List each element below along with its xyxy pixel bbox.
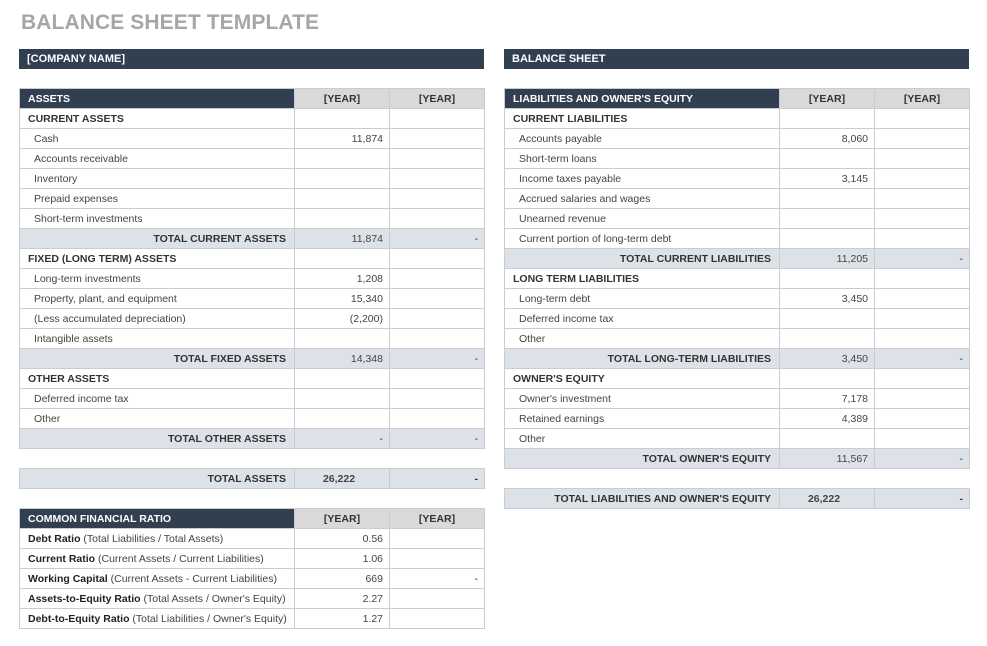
- row-value-year-2[interactable]: [875, 209, 970, 229]
- row-label: Cash: [20, 129, 295, 149]
- row-value-year-2[interactable]: [390, 209, 485, 229]
- ratio-value-year-2: [390, 609, 485, 629]
- table-row: [20, 169, 485, 189]
- ratio-formula: (Total Liabilities / Owner's Equity): [129, 612, 287, 625]
- ratio-name: Debt Ratio: [28, 532, 81, 545]
- total-assets-year-1: 26,222: [295, 469, 390, 489]
- ratio-value-year-2: -: [390, 569, 485, 589]
- ratio-name: Assets-to-Equity Ratio: [28, 592, 141, 605]
- total-owners-equity-year-2: -: [875, 449, 970, 469]
- other-assets-title: OTHER ASSETS: [20, 369, 295, 389]
- row-label: Owner's investment: [505, 389, 780, 409]
- row-value-year-1[interactable]: [780, 329, 875, 349]
- row-value-year-1[interactable]: [295, 409, 390, 429]
- row-label: Deferred income tax: [505, 309, 780, 329]
- table-row: [505, 429, 970, 449]
- row-value-year-2[interactable]: [390, 129, 485, 149]
- row-value-year-2[interactable]: [875, 409, 970, 429]
- row-label: Income taxes payable: [505, 169, 780, 189]
- section-row: [20, 109, 485, 129]
- row-value-year-1[interactable]: (2,200): [295, 309, 390, 329]
- table-row: [20, 209, 485, 229]
- total-current-liabilities-label: TOTAL CURRENT LIABILITIES: [505, 249, 780, 269]
- section-row: [20, 369, 485, 389]
- ratio-value-year-2: [390, 589, 485, 609]
- ratio-formula: (Total Assets / Owner's Equity): [140, 592, 286, 605]
- table-row: [20, 129, 485, 149]
- table-row: [20, 409, 485, 429]
- ratio-year-1-header[interactable]: [YEAR]: [295, 509, 390, 529]
- row-label: Retained earnings: [505, 409, 780, 429]
- liabilities-table: [504, 88, 970, 469]
- total-long-term-liabilities-year-1: 3,450: [780, 349, 875, 369]
- fixed-assets-title: FIXED (LONG TERM) ASSETS: [20, 249, 295, 269]
- table-row: [505, 189, 970, 209]
- row-value-year-2[interactable]: [390, 149, 485, 169]
- ratio-row: [20, 569, 485, 589]
- liabilities-header-row: [505, 89, 970, 109]
- ratio-row: [20, 589, 485, 609]
- total-liabilities-equity-year-2: -: [875, 489, 970, 509]
- row-value-year-1[interactable]: [780, 309, 875, 329]
- row-value-year-1[interactable]: 11,874: [295, 129, 390, 149]
- total-current-assets-label: TOTAL CURRENT ASSETS: [20, 229, 295, 249]
- total-current-assets-year-2: -: [390, 229, 485, 249]
- section-row: [505, 109, 970, 129]
- assets-header-row: [20, 89, 485, 109]
- ratio-label: [20, 569, 295, 589]
- total-other-assets-year-2: -: [390, 429, 485, 449]
- table-row: [20, 309, 485, 329]
- total-owners-equity-year-1: 11,567: [780, 449, 875, 469]
- row-value-year-2[interactable]: [390, 169, 485, 189]
- row-value-year-2[interactable]: [875, 289, 970, 309]
- total-current-assets-year-1: 11,874: [295, 229, 390, 249]
- row-value-year-2[interactable]: [390, 309, 485, 329]
- total-other-assets-year-1: -: [295, 429, 390, 449]
- ratio-label: [20, 529, 295, 549]
- row-label: Unearned revenue: [505, 209, 780, 229]
- row-label: Long-term investments: [20, 269, 295, 289]
- section-row: [20, 249, 485, 269]
- ratio-value-year-2: [390, 549, 485, 569]
- total-assets-year-2: -: [390, 469, 485, 489]
- ratio-formula: (Total Liabilities / Total Assets): [80, 532, 224, 545]
- row-label: Accrued salaries and wages: [505, 189, 780, 209]
- total-fixed-assets-label: TOTAL FIXED ASSETS: [20, 349, 295, 369]
- total-row: [20, 349, 485, 369]
- ratio-row: [20, 529, 485, 549]
- row-value-year-2[interactable]: [875, 189, 970, 209]
- total-assets-label: TOTAL ASSETS: [20, 469, 295, 489]
- table-row: [505, 129, 970, 149]
- row-label: Current portion of long-term debt: [505, 229, 780, 249]
- total-fixed-assets-year-1: 14,348: [295, 349, 390, 369]
- row-label: Accounts payable: [505, 129, 780, 149]
- assets-table: [19, 88, 485, 449]
- row-label: Long-term debt: [505, 289, 780, 309]
- row-label: Short-term investments: [20, 209, 295, 229]
- table-row: [505, 229, 970, 249]
- total-liabilities-equity-table: [504, 488, 970, 509]
- ratio-label: [20, 609, 295, 629]
- table-row: [505, 169, 970, 189]
- page-title: BALANCE SHEET TEMPLATE: [21, 11, 320, 34]
- row-value-year-2[interactable]: [875, 129, 970, 149]
- total-row: [505, 349, 970, 369]
- liabilities-year-1-header[interactable]: [YEAR]: [780, 89, 875, 109]
- ratio-value-year-2: [390, 529, 485, 549]
- ratio-value-year-1: 1.06: [295, 549, 390, 569]
- row-value-year-2[interactable]: [390, 389, 485, 409]
- row-value-year-1[interactable]: [780, 149, 875, 169]
- ratio-name: Current Ratio: [28, 552, 96, 565]
- table-row: [20, 289, 485, 309]
- ratio-row: [20, 609, 485, 629]
- table-row: [505, 289, 970, 309]
- total-liabilities-equity-label: TOTAL LIABILITIES AND OWNER'S EQUITY: [505, 489, 780, 509]
- total-current-liabilities-year-2: -: [875, 249, 970, 269]
- row-label: Accounts receivable: [20, 149, 295, 169]
- total-row: [505, 449, 970, 469]
- total-long-term-liabilities-year-2: -: [875, 349, 970, 369]
- row-value-year-1[interactable]: 7,178: [780, 389, 875, 409]
- row-label: Other: [505, 429, 780, 449]
- row-value-year-1[interactable]: [780, 429, 875, 449]
- total-assets-table: [19, 468, 485, 489]
- table-row: [505, 409, 970, 429]
- ratio-formula: (Current Assets - Current Liabilities): [107, 572, 277, 585]
- row-value-year-2[interactable]: [875, 429, 970, 449]
- long-term-liabilities-title: LONG TERM LIABILITIES: [505, 269, 780, 289]
- row-label: Other: [20, 409, 295, 429]
- table-row: [505, 309, 970, 329]
- grand-total-row: [20, 469, 485, 489]
- table-row: [20, 269, 485, 289]
- row-value-year-1[interactable]: [295, 189, 390, 209]
- total-row: [20, 229, 485, 249]
- row-value-year-1[interactable]: [295, 329, 390, 349]
- ratio-value-year-1: 0.56: [295, 529, 390, 549]
- table-row: [505, 329, 970, 349]
- row-label: Property, plant, and equipment: [20, 289, 295, 309]
- ratio-header-label: COMMON FINANCIAL RATIO: [20, 509, 295, 529]
- ratio-header-row: [20, 509, 485, 529]
- ratio-value-year-1: 669: [295, 569, 390, 589]
- row-value-year-2[interactable]: [390, 189, 485, 209]
- row-value-year-2[interactable]: [390, 289, 485, 309]
- total-liabilities-equity-year-1: 26,222: [780, 489, 875, 509]
- row-value-year-1[interactable]: 3,145: [780, 169, 875, 189]
- row-value-year-1[interactable]: [780, 229, 875, 249]
- row-value-year-2[interactable]: [875, 389, 970, 409]
- row-value-year-1[interactable]: [295, 149, 390, 169]
- row-value-year-2[interactable]: [875, 309, 970, 329]
- table-row: [505, 389, 970, 409]
- liabilities-header-label: LIABILITIES AND OWNER'S EQUITY: [505, 89, 780, 109]
- total-row: [505, 249, 970, 269]
- ratio-label: [20, 549, 295, 569]
- total-long-term-liabilities-label: TOTAL LONG-TERM LIABILITIES: [505, 349, 780, 369]
- total-owners-equity-label: TOTAL OWNER'S EQUITY: [505, 449, 780, 469]
- row-value-year-1[interactable]: 3,450: [780, 289, 875, 309]
- ratio-name: Working Capital: [28, 572, 108, 585]
- row-value-year-1[interactable]: [780, 189, 875, 209]
- row-value-year-1[interactable]: [295, 389, 390, 409]
- row-label: Deferred income tax: [20, 389, 295, 409]
- row-value-year-2[interactable]: [875, 229, 970, 249]
- row-label: Intangible assets: [20, 329, 295, 349]
- table-row: [20, 329, 485, 349]
- current-liabilities-title: CURRENT LIABILITIES: [505, 109, 780, 129]
- ratio-name: Debt-to-Equity Ratio: [28, 612, 130, 625]
- row-value-year-1[interactable]: 8,060: [780, 129, 875, 149]
- row-value-year-1[interactable]: 4,389: [780, 409, 875, 429]
- ratio-value-year-1: 1.27: [295, 609, 390, 629]
- ratio-value-year-1: 2.27: [295, 589, 390, 609]
- total-current-liabilities-year-1: 11,205: [780, 249, 875, 269]
- assets-header-label: ASSETS: [20, 89, 295, 109]
- ratio-formula: (Current Assets / Current Liabilities): [95, 552, 264, 565]
- table-row: [20, 149, 485, 169]
- ratio-year-2-header[interactable]: [YEAR]: [390, 509, 485, 529]
- row-value-year-1[interactable]: 15,340: [295, 289, 390, 309]
- ratio-row: [20, 549, 485, 569]
- table-row: [20, 189, 485, 209]
- financial-ratio-table: [19, 508, 485, 629]
- company-name-bar[interactable]: [COMPANY NAME]: [19, 49, 484, 69]
- total-other-assets-label: TOTAL OTHER ASSETS: [20, 429, 295, 449]
- row-label: (Less accumulated depreciation): [20, 309, 295, 329]
- row-value-year-2[interactable]: [390, 329, 485, 349]
- row-value-year-2[interactable]: [875, 329, 970, 349]
- row-value-year-1[interactable]: [295, 209, 390, 229]
- section-row: [505, 369, 970, 389]
- ratio-label: [20, 589, 295, 609]
- assets-year-1-header[interactable]: [YEAR]: [295, 89, 390, 109]
- row-label: Short-term loans: [505, 149, 780, 169]
- row-value-year-2[interactable]: [390, 409, 485, 429]
- balance-sheet-bar: BALANCE SHEET: [504, 49, 969, 69]
- grand-total-row: [505, 489, 970, 509]
- owners-equity-title: OWNER'S EQUITY: [505, 369, 780, 389]
- current-assets-title: CURRENT ASSETS: [20, 109, 295, 129]
- row-value-year-2[interactable]: [875, 169, 970, 189]
- assets-year-2-header[interactable]: [YEAR]: [390, 89, 485, 109]
- table-row: [505, 209, 970, 229]
- table-row: [505, 149, 970, 169]
- total-row: [20, 429, 485, 449]
- row-label: Other: [505, 329, 780, 349]
- liabilities-year-2-header[interactable]: [YEAR]: [875, 89, 970, 109]
- row-label: Inventory: [20, 169, 295, 189]
- section-row: [505, 269, 970, 289]
- row-label: Prepaid expenses: [20, 189, 295, 209]
- row-value-year-2[interactable]: [390, 269, 485, 289]
- total-fixed-assets-year-2: -: [390, 349, 485, 369]
- row-value-year-1[interactable]: [780, 209, 875, 229]
- table-row: [20, 389, 485, 409]
- row-value-year-2[interactable]: [875, 149, 970, 169]
- row-value-year-1[interactable]: [295, 169, 390, 189]
- row-value-year-1[interactable]: 1,208: [295, 269, 390, 289]
